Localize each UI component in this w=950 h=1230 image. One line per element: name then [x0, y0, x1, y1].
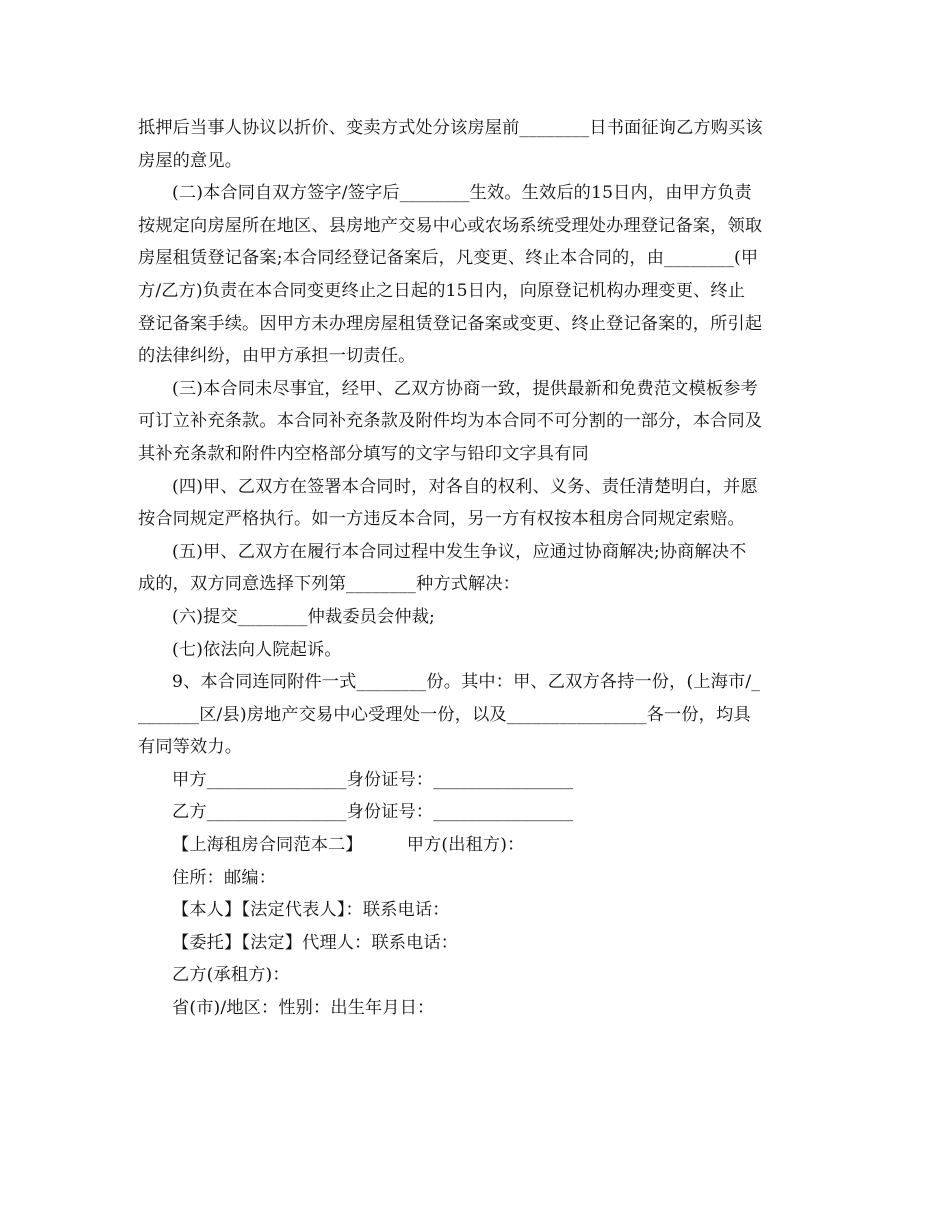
paragraph-line: 有同等效力。 [138, 737, 243, 758]
paragraph-line: (三)本合同未尽事宜，经甲、乙双方协商一致，提供最新和免费范文模板参考 [172, 378, 758, 399]
paragraph-line: 按规定向房屋所在地区、县房地产交易中心或农场系统受理处办理登记备案，领取 [138, 215, 763, 236]
paragraph-line: _______区/县)房地产交易中心受理处一份，以及________________各一份，均具 [138, 704, 751, 725]
paragraph-line: 抵押后当事人协议以折价、变卖方式处分该房屋前________日书面征询乙方购买该 [138, 118, 763, 138]
paragraph-line: 房屋租赁登记备案;本合同经登记备案后，凡变更、终止本合同的，由________(甲 [138, 248, 759, 269]
party-field-line: 住所：邮编： [172, 867, 277, 888]
paragraph-line: 房屋的意见。 [138, 150, 243, 171]
party-fields [138, 862, 814, 1025]
paragraph-line: 按合同规定严格执行。如一方违反本合同，另一方有权按本租房合同规定索赔。 [138, 509, 745, 530]
document-page [138, 112, 814, 1025]
paragraph-line: 可订立补充条款。本合同补充条款及附件均为本合同不可分割的一部分，本合同及 [138, 411, 763, 432]
contract-body [138, 112, 814, 829]
paragraph-line: (四)甲、乙双方在签署本合同时，对各自的权利、义务、责任清楚明白，并愿 [172, 476, 758, 497]
paragraph-line: 9、本合同连同附件一式________份。其中：甲、乙双方各持一份，(上海市/_ [172, 672, 761, 693]
template-heading: 【上海租房合同范本二】 [172, 835, 363, 856]
paragraph-line: 乙方________________身份证号：________________ [172, 802, 574, 823]
party-field-line: 省(市)/地区：性别：出生年月日： [172, 998, 435, 1019]
paragraph-line: 甲方________________身份证号：________________ [172, 769, 574, 790]
party-field-line: 乙方(承租方)： [172, 965, 290, 986]
paragraph-line: 的法律纠纷，由甲方承担一切责任。 [138, 346, 416, 367]
party-field-line: 【委托】【法定】代理人：联系电话： [172, 932, 459, 953]
template-heading-line [138, 829, 814, 862]
paragraph-line: 其补充条款和附件内空格部分填写的文字与铅印文字具有同 [138, 443, 589, 464]
paragraph-line: (二)本合同自双方签字/签字后________生效。生效后的15日内，由甲方负责 [172, 183, 752, 204]
paragraph-line: 成的，双方同意选择下列第________种方式解决： [138, 574, 521, 595]
paragraph-line: 登记备案手续。因甲方未办理房屋租赁登记备案或变更、终止登记备案的，所引起 [138, 313, 763, 334]
paragraph-line: 方/乙方)负责在本合同变更终止之日起的15日内，向原登记机构办理变更、终止 [138, 280, 746, 301]
paragraph-line: (五)甲、乙双方在履行本合同过程中发生争议，应通过协商解决;协商解决不 [172, 541, 747, 562]
lessor-label: 甲方(出租方)： [406, 835, 525, 856]
party-field-line: 【本人】【法定代表人】：联系电话： [172, 900, 450, 921]
paragraph-line: (七)依法向人院起诉。 [172, 639, 342, 660]
paragraph-line: (六)提交________仲裁委员会仲裁; [172, 606, 435, 627]
